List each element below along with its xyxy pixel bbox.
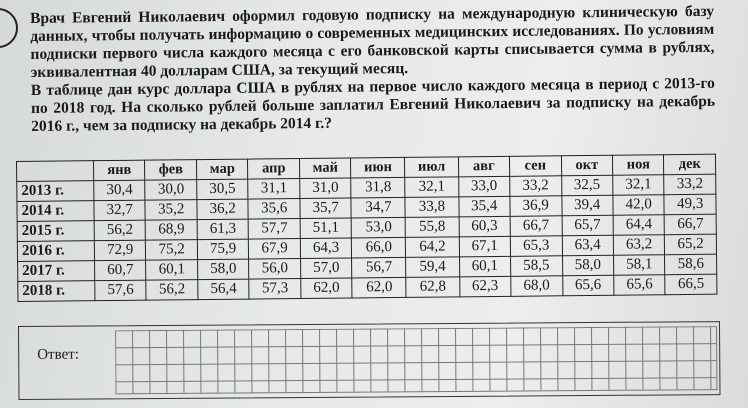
rate-cell: 65,7 — [562, 215, 614, 236]
rate-cell: 31,1 — [248, 179, 300, 200]
year-cell: 2014 г. — [17, 201, 94, 222]
rate-cell: 64,3 — [300, 238, 352, 259]
rate-cell: 58,6 — [665, 254, 717, 275]
rate-cell: 34,7 — [351, 197, 405, 218]
rate-cell: 62,3 — [459, 276, 511, 297]
rate-cell: 65,2 — [665, 234, 717, 255]
rate-cell: 32,5 — [561, 175, 613, 196]
rate-cell: 32,1 — [405, 177, 458, 198]
rate-cell: 32,7 — [94, 200, 146, 221]
month-header: сен — [509, 156, 561, 177]
rate-cell: 36,2 — [197, 199, 249, 220]
rate-cell: 35,7 — [300, 198, 352, 219]
rate-cell: 57,7 — [249, 219, 301, 240]
rate-cell: 65,3 — [510, 236, 562, 257]
rate-cell: 33,8 — [405, 197, 458, 218]
rate-cell: 64,4 — [613, 215, 665, 236]
month-header: мар — [196, 159, 248, 180]
month-header: авг — [458, 156, 510, 177]
rate-cell: 65,6 — [562, 275, 614, 296]
month-header: фев — [145, 160, 197, 181]
rate-cell: 68,9 — [146, 220, 198, 241]
rate-cell: 35,6 — [248, 199, 300, 220]
rate-cell: 57,3 — [249, 279, 301, 300]
rate-cell: 58,5 — [511, 256, 563, 277]
rate-cell: 58,0 — [198, 259, 250, 280]
year-cell: 2013 г. — [17, 181, 94, 202]
rate-cell: 56,2 — [94, 220, 146, 241]
rate-cell: 63,4 — [562, 235, 614, 256]
rate-cell: 62,0 — [352, 277, 406, 298]
rate-cell: 59,4 — [406, 257, 459, 278]
rate-cell: 72,9 — [94, 240, 146, 261]
rate-cell: 31,0 — [300, 178, 352, 199]
rate-cell: 60,3 — [459, 216, 511, 237]
rate-cell: 30,5 — [197, 179, 249, 200]
year-cell: 2018 г. — [18, 281, 95, 302]
year-cell: 2017 г. — [18, 261, 95, 282]
rate-cell: 57,0 — [300, 258, 352, 279]
rate-cell: 33,2 — [510, 176, 562, 197]
rate-cell: 42,0 — [613, 195, 665, 216]
answer-grid[interactable] — [115, 326, 717, 394]
rate-cell: 62,0 — [301, 278, 353, 299]
answer-label: Ответ: — [37, 346, 80, 363]
rate-cell: 51,1 — [300, 218, 352, 239]
answer-box — [18, 321, 720, 400]
month-header: дек — [664, 154, 716, 175]
corner-cell — [17, 161, 94, 182]
rate-cell: 66,5 — [665, 274, 717, 295]
rate-cell: 53,0 — [352, 217, 406, 238]
rate-cell: 64,2 — [406, 237, 459, 258]
rate-cell: 30,4 — [94, 180, 146, 201]
rate-cell: 39,4 — [561, 195, 613, 216]
month-header: ноя — [612, 155, 664, 176]
rate-cell: 67,9 — [249, 239, 301, 260]
rate-cell: 33,2 — [664, 174, 716, 195]
month-header: июн — [351, 157, 405, 178]
exchange-rate-table — [16, 154, 717, 302]
rate-cell: 58,1 — [614, 255, 666, 276]
rate-cell: 58,0 — [562, 255, 614, 276]
rate-cell: 60,1 — [146, 260, 198, 281]
rate-cell: 56,4 — [198, 279, 250, 300]
rate-cell: 30,0 — [145, 180, 197, 201]
rate-cell: 33,0 — [458, 176, 510, 197]
rate-cell: 35,4 — [458, 196, 510, 217]
rate-cell: 75,2 — [146, 240, 198, 261]
rate-cell: 62,8 — [406, 277, 459, 298]
rate-cell: 55,8 — [406, 217, 459, 238]
rate-cell: 67,1 — [459, 236, 511, 257]
rate-cell: 75,9 — [197, 239, 249, 260]
rate-cell: 60,1 — [459, 256, 511, 277]
rate-cell: 31,8 — [351, 177, 405, 198]
problem-text — [30, 3, 715, 136]
month-header: апр — [248, 159, 300, 180]
month-header: янв — [94, 160, 146, 181]
problem-paragraph-2: В таблице дан курс доллара США в рублях на первое число каждого месяца в период с 2013-го по 2018 год. На сколько рублей больше заплатил Евгений Николаевич за подписку на декабрь 2016 г., чем за подписку на декабрь 2014 г.? — [30, 74, 716, 135]
month-header: окт — [561, 155, 613, 176]
rate-cell: 57,6 — [95, 280, 147, 301]
rate-cell: 66,7 — [510, 216, 562, 237]
month-header: май — [299, 158, 351, 179]
year-cell: 2016 г. — [17, 241, 94, 262]
rate-cell: 63,2 — [613, 235, 665, 256]
task-number-circle — [0, 8, 18, 48]
year-cell: 2015 г. — [17, 221, 94, 242]
rate-cell: 68,0 — [511, 276, 563, 297]
rate-cell: 36,9 — [510, 196, 562, 217]
rate-cell: 61,3 — [197, 219, 249, 240]
rate-cell: 56,7 — [352, 257, 406, 278]
rate-cell: 66,7 — [665, 214, 717, 235]
rate-cell: 56,2 — [146, 280, 198, 301]
rate-cell: 35,2 — [145, 200, 197, 221]
rate-cell: 56,0 — [249, 259, 301, 280]
month-header: июл — [405, 157, 458, 178]
rate-cell: 65,6 — [614, 275, 666, 296]
rate-cell: 32,1 — [613, 175, 665, 196]
rate-cell: 49,3 — [664, 194, 716, 215]
rate-cell: 66,0 — [352, 237, 406, 258]
rate-cell: 60,7 — [95, 260, 147, 281]
problem-paragraph-1: Врач Евгений Николаевич оформил годовую подписку на международную клиническую базу данных, чтобы получать информацию о современных медицинских исследованиях. По условиям подписки первого числа каждого месяца с его банковской карты списывается сумма в рублях, эквивалентная 40 долларам США, за текущий месяц. — [30, 2, 715, 81]
